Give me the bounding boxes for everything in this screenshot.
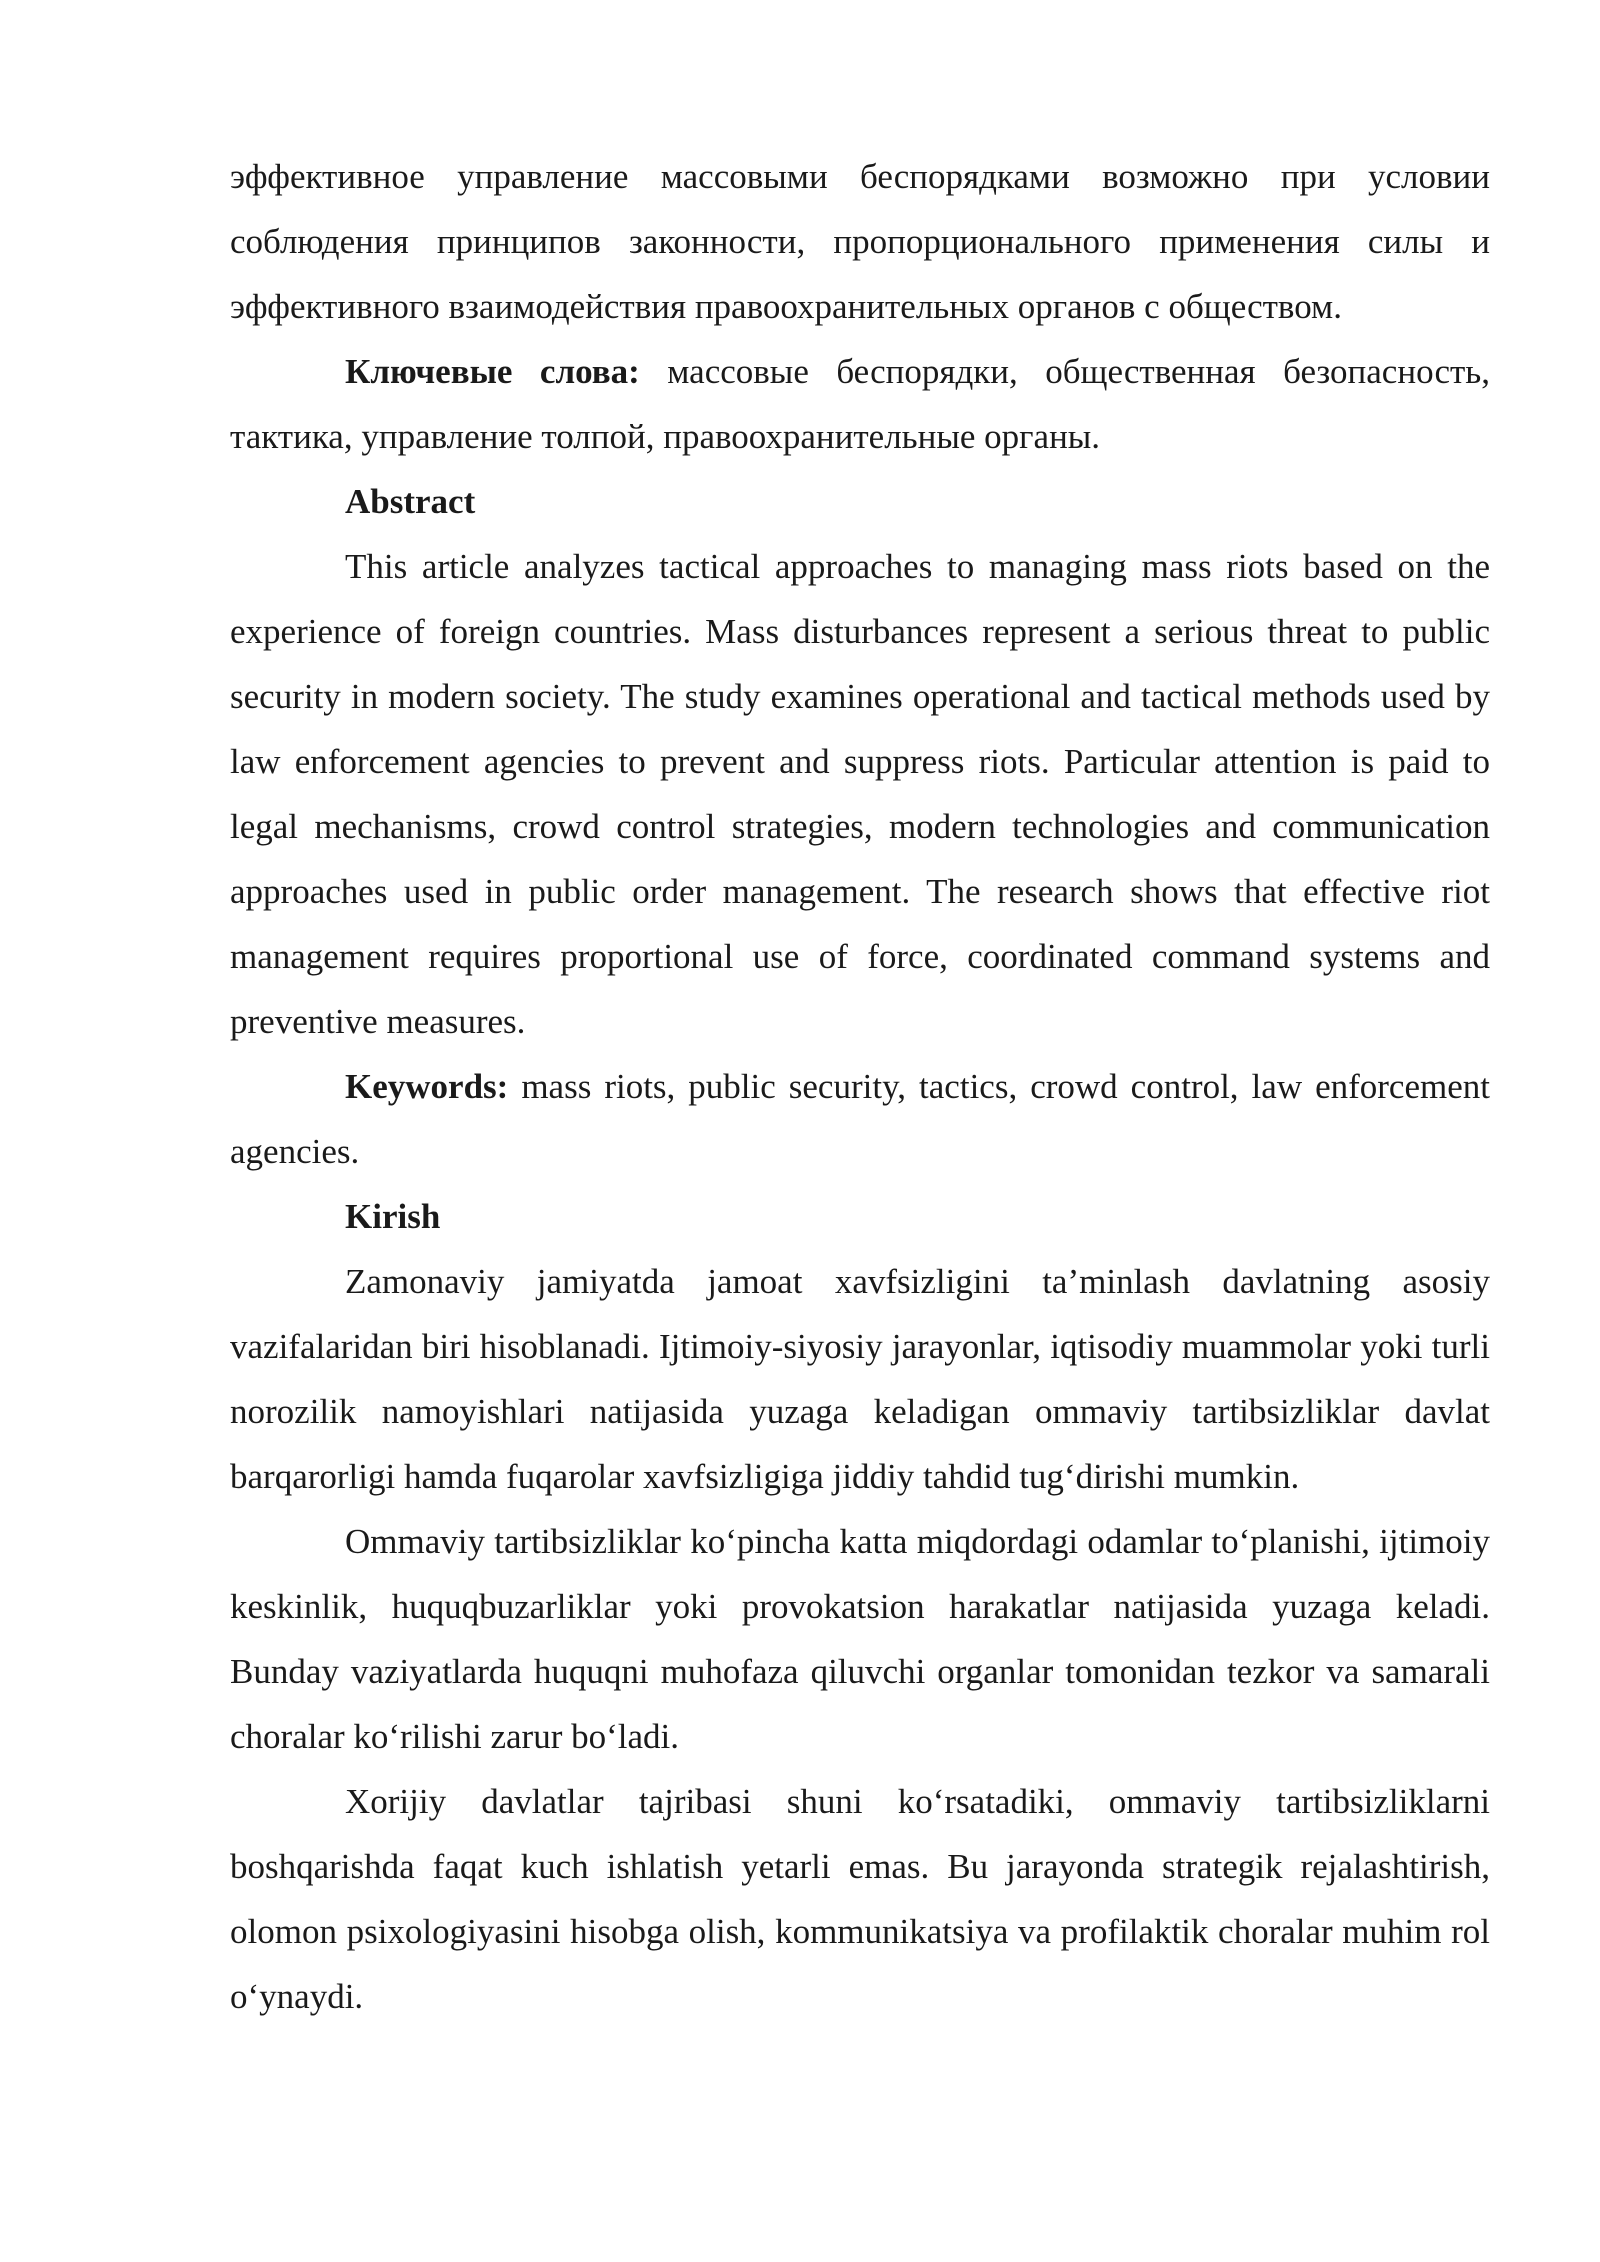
keywords-en-text: mass riots, public security, tactics, crowd control, law enforcement agencies. [230,1067,1490,1171]
keywords-ru-text: массовые беспорядки, общественная безопасность, тактика, управление толпой, правоохранительные органы. [230,352,1490,456]
keywords-ru-label: Ключевые слова: [345,352,640,391]
kirish-paragraph-3: Xorijiy davlatlar tajribasi shuni ko‘rsatadiki, ommaviy tartibsizliklarni boshqarishda faqat kuch ishlatish yetarli emas. Bu jarayonda strategik rejalashtirish, olomon psixologiyasini hisobga olish, kommunikatsiya va profilaktik choralar muhim rol o‘ynaydi. [230,1782,1490,2016]
abstract-heading: Abstract [345,482,476,521]
kirish-paragraph-1: Zamonaviy jamiyatda jamoat xavfsizligini ta’minlash davlatning asosiy vazifalaridan biri hisoblanadi. Ijtimoiy-siyosiy jarayonlar, iqtisodiy muammolar yoki turli norozilik namoyishlari natijasida yuzaga keladigan ommaviy tartibsizliklar davlat barqarorligi hamda fuqarolar xavfsizligiga jiddiy tahdid tug‘dirishi mumkin. [230,1262,1490,1496]
kirish-heading: Kirish [345,1197,441,1236]
keywords-en-label: Keywords: [345,1067,509,1106]
intro-paragraph-ru: эффективное управление массовыми беспорядками возможно при условии соблюдения принципов законности, пропорционального применения силы и эффективного взаимодействия правоохранительных органов с обществом. [230,157,1490,326]
abstract-paragraph: This article analyzes tactical approaches to managing mass riots based on the experience of foreign countries. Mass disturbances represent a serious threat to public security in modern society. The study examines operational and tactical methods used by law enforcement agencies to prevent and suppress riots. Particular attention is paid to legal mechanisms, crowd control strategies, modern technologies and communication approaches used in public order management. The research shows that effective riot management requires proportional use of force, coordinated command systems and preventive measures. [230,547,1490,1041]
keywords-ru-paragraph [230,339,1490,469]
document-page [230,144,1490,2029]
kirish-paragraph-2: Ommaviy tartibsizliklar ko‘pincha katta miqdordagi odamlar to‘planishi, ijtimoiy keskinlik, huquqbuzarliklar yoki provokatsion harakatlar natijasida yuzaga keladi. Bunday vaziyatlarda huquqni muhofaza qiluvchi organlar tomonidan tezkor va samarali choralar ko‘rilishi zarur bo‘ladi. [230,1522,1490,1756]
keywords-en-paragraph [230,1054,1490,1184]
